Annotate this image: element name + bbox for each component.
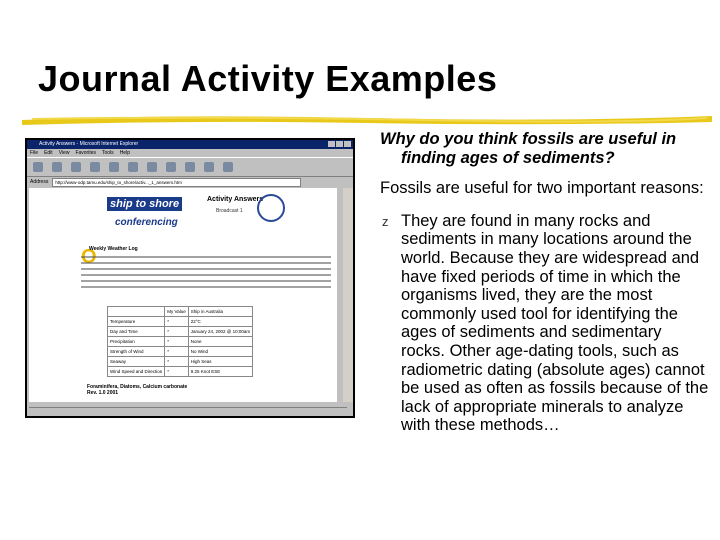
bullet-text: They are found in many rocks and sediments in many locations around the world. Because they are widespread and have fixed periods of time in which the organisms lived, they are the most commonly used tool for identifying the ages of sediments and sedimentary rocks. Other age-dating tools, such as radiometric dating (absolute ages) cannot be used as often as fossils because of the lack of appropriate minerals to analyze with these methods… xyxy=(401,211,709,435)
table-header: My Value xyxy=(165,307,188,317)
table-cell: No Wind xyxy=(188,347,252,357)
title-underline xyxy=(22,108,712,130)
logo-bottom: conferencing xyxy=(115,217,178,228)
table-cell: * xyxy=(165,327,188,337)
table-header xyxy=(108,307,165,317)
menu-help[interactable]: Help xyxy=(119,150,130,156)
back-icon[interactable] xyxy=(33,162,43,172)
table-cell: * xyxy=(165,357,188,367)
weather-table xyxy=(107,306,253,377)
table-row xyxy=(108,327,253,337)
window-title-bar xyxy=(27,140,353,149)
print-icon[interactable] xyxy=(204,162,214,172)
table-cell: Seaway xyxy=(108,357,165,367)
page-footer xyxy=(87,384,187,396)
page-heading: Activity Answers xyxy=(207,196,264,203)
menu-view[interactable]: View xyxy=(58,150,70,156)
logo-top: ship to shore xyxy=(107,197,182,211)
close-icon[interactable] xyxy=(344,141,351,147)
stop-icon[interactable] xyxy=(71,162,81,172)
table-cell: January 24, 2002 @ 10:00am xyxy=(188,327,252,337)
footer-line: Rev. 1.0 2001 xyxy=(87,390,119,396)
window-title: Activity Answers - Microsoft Internet Explorer xyxy=(39,141,139,147)
table-cell: Strength of Wind xyxy=(108,347,165,357)
mail-icon[interactable] xyxy=(185,162,195,172)
menu-bar xyxy=(27,149,353,157)
menu-file[interactable]: File xyxy=(30,150,39,156)
address-input[interactable]: http://www-odp.tamu.edu/ship_to_shore/activ..._1_answers.htm xyxy=(52,178,301,187)
table-cell: High Seas xyxy=(188,357,252,367)
broadcast-label: Broadcast 1 xyxy=(216,208,243,214)
browser-toolbar xyxy=(27,157,353,177)
bullet-icon: z xyxy=(382,213,389,229)
status-bar xyxy=(29,407,347,416)
menu-tools[interactable]: Tools xyxy=(102,150,114,156)
vertical-scrollbar[interactable] xyxy=(343,188,353,402)
edit-icon[interactable] xyxy=(223,162,233,172)
table-header-row xyxy=(108,307,253,317)
forward-icon[interactable] xyxy=(52,162,62,172)
log-title: Weekly Weather Log xyxy=(89,246,138,252)
table-cell: Wind Speed and Direction xyxy=(108,367,165,377)
window-controls xyxy=(328,141,351,147)
web-page xyxy=(29,188,337,402)
footer-line: Foraminifera, Diatoms, Calcium carbonate xyxy=(87,384,188,390)
table-cell: 9.25 Knot ESE xyxy=(188,367,252,377)
minimize-icon[interactable] xyxy=(328,141,335,147)
menu-edit[interactable]: Edit xyxy=(44,150,53,156)
table-cell: None xyxy=(188,337,252,347)
menu-favorites[interactable]: Favorites xyxy=(75,150,96,156)
question-text: Why do you think fossils are useful in finding ages of sediments? xyxy=(380,130,677,167)
slide-body xyxy=(380,130,710,435)
ship-to-shore-logo xyxy=(107,194,203,228)
seal-icon xyxy=(257,194,285,222)
table-cell: Day and Time xyxy=(108,327,165,337)
table-row xyxy=(108,367,253,377)
intro-text: Fossils are useful for two important reasons: xyxy=(380,179,704,198)
search-icon[interactable] xyxy=(128,162,138,172)
table-cell: * xyxy=(165,347,188,357)
table-header: Ship in Australia xyxy=(188,307,252,317)
favorites-icon[interactable] xyxy=(147,162,157,172)
browser-screenshot xyxy=(25,138,355,418)
history-icon[interactable] xyxy=(166,162,176,172)
slide-title: Journal Activity Examples xyxy=(38,58,498,99)
table-row xyxy=(108,337,253,347)
paragraph-text xyxy=(81,256,331,292)
table-row xyxy=(108,317,253,327)
home-icon[interactable] xyxy=(109,162,119,172)
table-cell: 22°C xyxy=(188,317,252,327)
table-cell: * xyxy=(165,317,188,327)
table-cell: Temperature xyxy=(108,317,165,327)
table-row xyxy=(108,347,253,357)
table-cell: * xyxy=(165,337,188,347)
refresh-icon[interactable] xyxy=(90,162,100,172)
table-row xyxy=(108,357,253,367)
maximize-icon[interactable] xyxy=(336,141,343,147)
address-bar xyxy=(27,177,353,187)
bullet-item xyxy=(380,212,710,435)
table-cell: Precipitation xyxy=(108,337,165,347)
address-label: Address xyxy=(30,179,49,185)
table-cell: * xyxy=(165,367,188,377)
